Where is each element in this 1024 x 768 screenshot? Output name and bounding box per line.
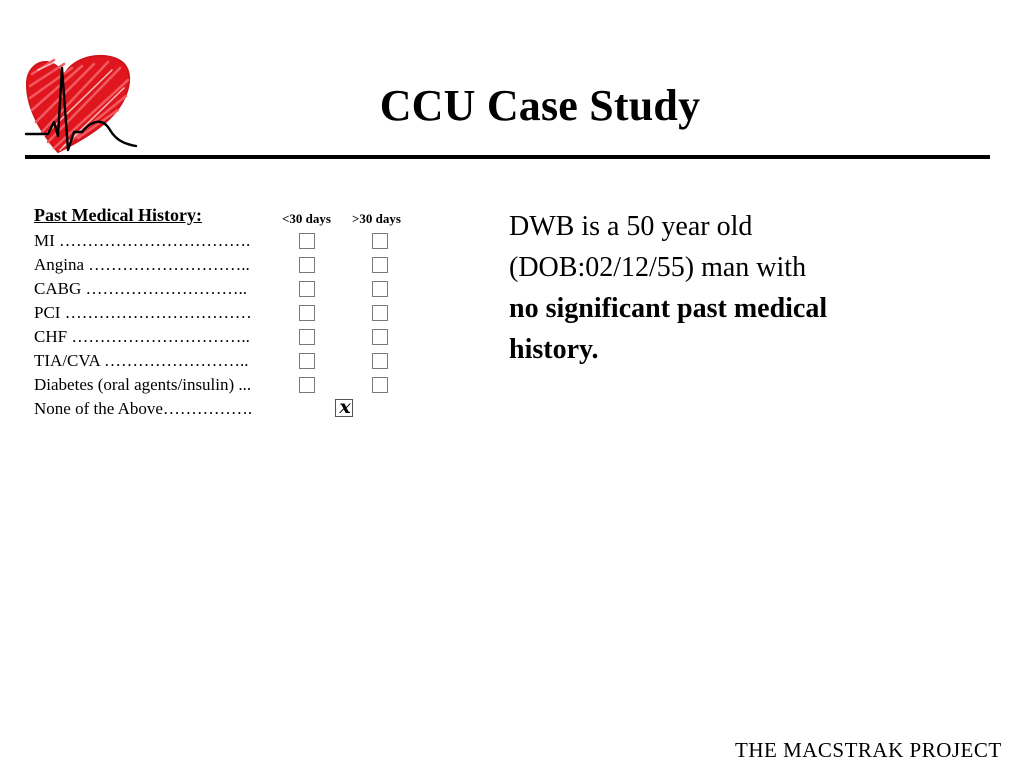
case-summary xyxy=(509,206,929,370)
checkbox-lt30[interactable] xyxy=(299,305,315,321)
summary-emphasis-line: no significant past medical xyxy=(509,293,828,324)
checkbox-lt30[interactable] xyxy=(299,329,315,345)
summary-line: DWB is a 50 year old xyxy=(509,211,753,242)
row-label: CABG ……………………….. xyxy=(34,279,247,298)
checkbox-lt30[interactable] xyxy=(299,377,315,393)
past-medical-history-form xyxy=(34,205,454,422)
history-row-diabetes xyxy=(34,374,454,398)
checkbox-gt30[interactable] xyxy=(372,305,388,321)
row-label: None of the Above……………. xyxy=(34,399,253,418)
slide-title: CCU Case Study xyxy=(379,81,701,130)
form-title: Past Medical History: xyxy=(34,205,202,225)
row-label: MI ……………………………. xyxy=(34,231,251,250)
row-label: Angina ……………………….. xyxy=(34,255,250,274)
checkbox-gt30[interactable] xyxy=(372,329,388,345)
history-row-mi xyxy=(34,230,454,254)
row-label: Diabetes (oral agents/insulin) ... xyxy=(34,375,252,394)
history-row-cabg xyxy=(34,278,454,302)
checkbox-lt30[interactable] xyxy=(299,257,315,273)
summary-emphasis-line: history. xyxy=(509,334,599,365)
form-header xyxy=(34,205,454,230)
row-label: CHF ………………………….. xyxy=(34,327,250,346)
checkbox-lt30[interactable] xyxy=(299,281,315,297)
title-divider xyxy=(25,155,990,159)
column-header-lt30: <30 days xyxy=(282,211,331,226)
history-row-pci xyxy=(34,302,454,326)
row-label: PCI …………………………… xyxy=(34,303,252,322)
history-row-none xyxy=(34,398,454,422)
checkbox-lt30[interactable] xyxy=(299,353,315,369)
column-header-gt30: >30 days xyxy=(352,211,401,226)
checkbox-none-of-the-above[interactable] xyxy=(335,396,353,418)
row-label: TIA/CVA …………………….. xyxy=(34,351,249,370)
checkbox-gt30[interactable] xyxy=(372,377,388,393)
history-row-chf xyxy=(34,326,454,350)
history-row-angina xyxy=(34,254,454,278)
checkbox-gt30[interactable] xyxy=(372,353,388,369)
footer-credit: THE MACSTRAK PROJECT xyxy=(735,738,1002,762)
checkbox-gt30[interactable] xyxy=(372,281,388,297)
history-row-tia-cva xyxy=(34,350,454,374)
check-x-mark: x xyxy=(339,396,351,418)
checkbox-gt30[interactable] xyxy=(372,257,388,273)
checkbox-gt30[interactable] xyxy=(372,233,388,249)
checkbox-lt30[interactable] xyxy=(299,233,315,249)
summary-line: (DOB:02/12/55) man with xyxy=(509,252,807,283)
